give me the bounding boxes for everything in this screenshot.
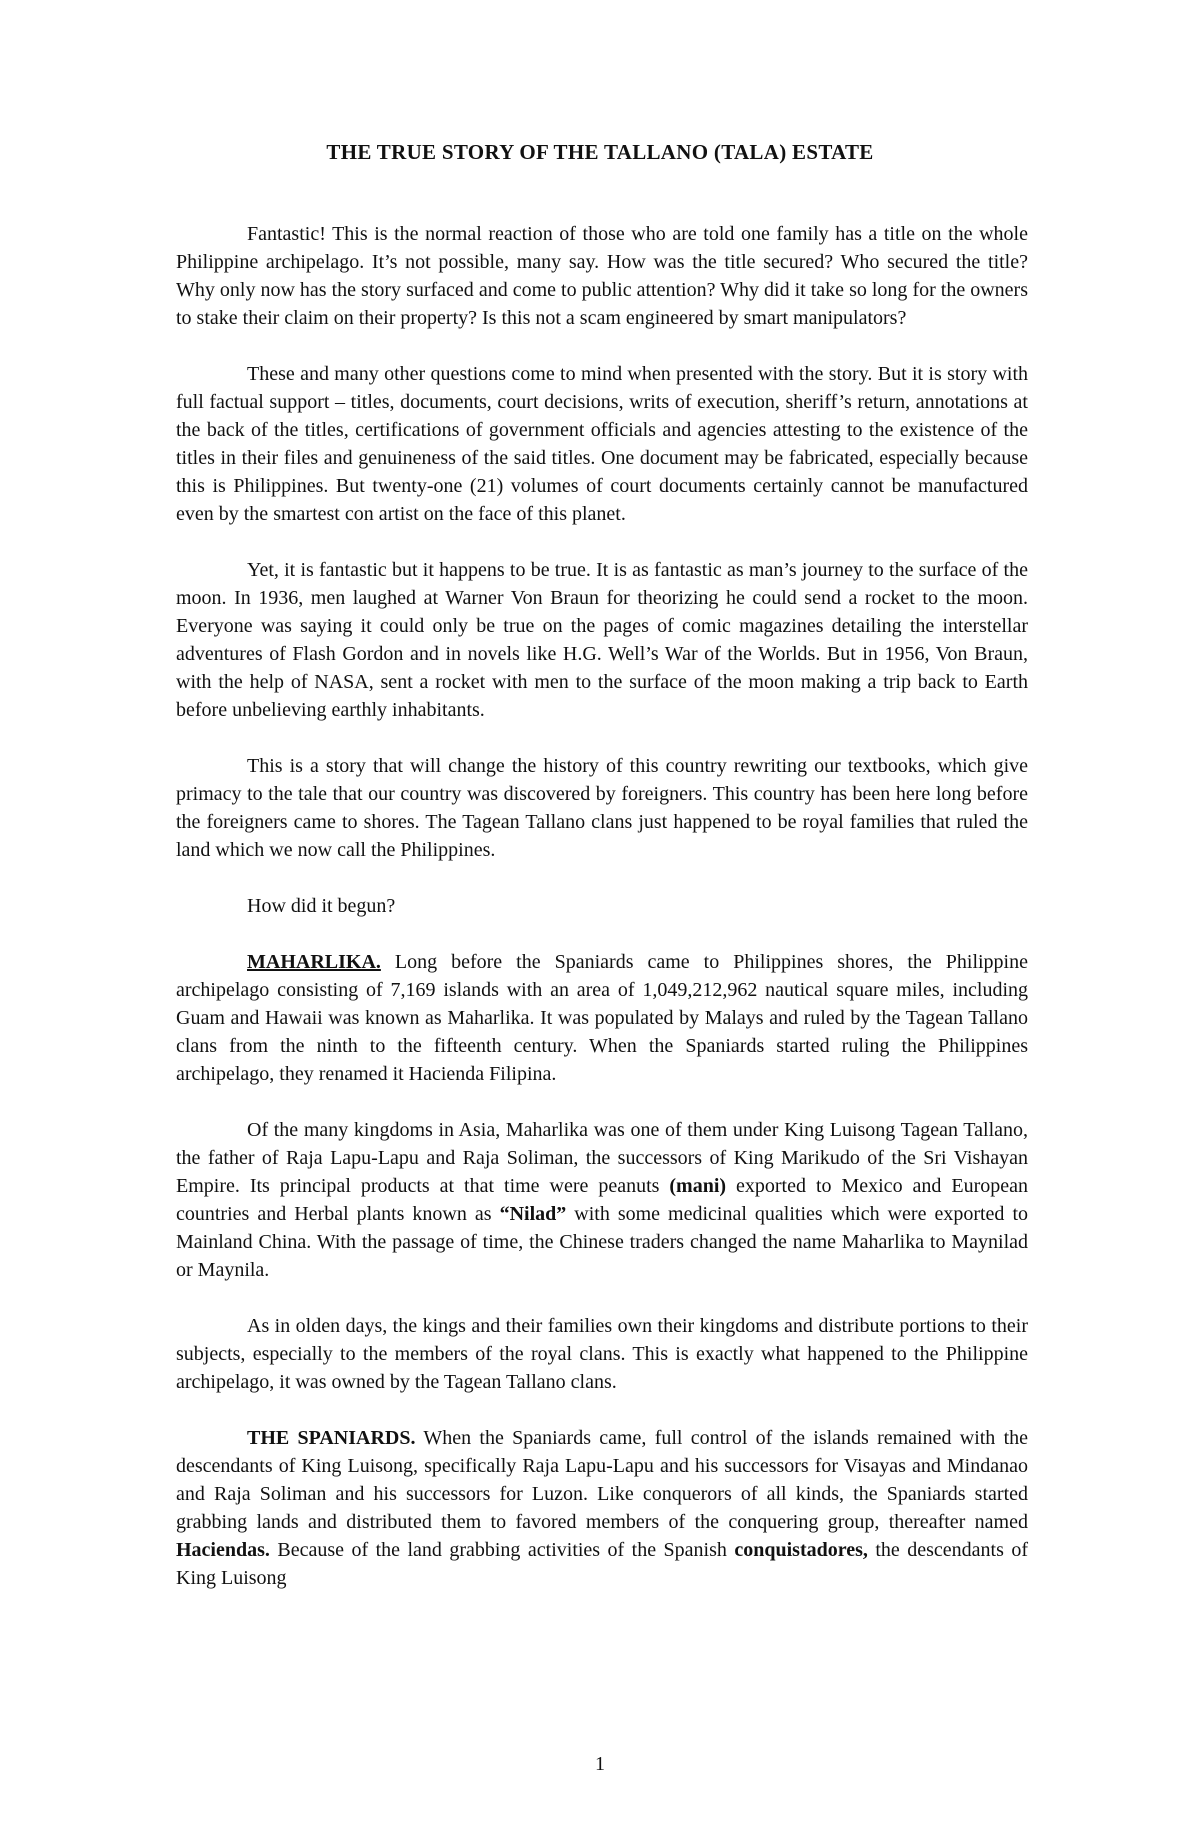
paragraph-text: How did it begun?	[247, 895, 396, 917]
paragraph-text: Of the many kingdoms in Asia, Maharlika was one of them under King Luisong Tagean Tallano, the father of Raja Lapu-Lapu and Raja Soliman, the successors of King Marikudo of the Sri Vishayan Empire. Its principal products at that time were peanuts	[176, 1119, 1028, 1197]
paragraph-questions	[176, 360, 1028, 528]
paragraph-text: the descendants of King Luisong	[176, 1539, 1028, 1589]
section-heading-spaniards: THE SPANIARDS.	[247, 1427, 416, 1449]
paragraph-text: As in olden days, the kings and their families own their kingdoms and distribute portions to their subjects, especially to the members of the royal clans. This is exactly what happened to the Philippine archipelago, it was owned by the Tagean Tallano clans.	[176, 1315, 1028, 1393]
paragraph-text: Because of the land grabbing activities of the Spanish	[269, 1539, 735, 1561]
paragraph-maharlika	[176, 948, 1028, 1088]
paragraph-fantastic	[176, 220, 1028, 332]
emphasis-conquistadores: conquistadores,	[734, 1539, 868, 1561]
paragraph-text: with some medicinal qualities which were exported to Mainland China. With the passage of time, the Chinese traders changed the name Maharlika to Maynilad or Maynila.	[176, 1203, 1029, 1281]
emphasis-haciendas: Haciendas.	[176, 1539, 270, 1561]
paragraph-text: Long before the Spaniards came to Philippines shores, the Philippine archipelago consisting of 7,169 islands with an area of 1,049,212,962 nautical square miles, including Guam and Hawaii was known as Maharlika. It was populated by Malays and ruled by the Tagean Tallano clans from the ninth to the fifteenth century. When the Spaniards started ruling the Philippines archipelago, they renamed it Hacienda Filipina.	[176, 951, 1028, 1085]
paragraph-text: Fantastic! This is the normal reaction of those who are told one family has a title on the whole Philippine archipelago. It’s not possible, many say. How was the title secured? Who secured the title? Why only now has the story surfaced and come to public attention? Why did it take so long for the owners to stake their claim on their property? Is this not a scam engineered by smart manipulators?	[176, 223, 1028, 329]
emphasis-mani: (mani)	[669, 1175, 727, 1197]
paragraph-text: Yet, it is fantastic but it happens to be true. It is as fantastic as man’s journey to the surface of the moon. In 1936, men laughed at Warner Von Braun for theorizing he could send a rocket to the moon. Everyone was saying it could only be true on the pages of comic magazines detailing the interstellar adventures of Flash Gordon and in novels like H.G. Well’s War of the Worlds. But in 1956, Von Braun, with the help of NASA, sent a rocket with men to the surface of the moon making a trip back to Earth before unbelieving earthly inhabitants.	[176, 559, 1028, 721]
emphasis-nilad: “Nilad”	[499, 1203, 567, 1225]
paragraph-text: exported to Mexico and European countries and Herbal plants known as	[176, 1175, 1028, 1225]
paragraph-history-change	[176, 752, 1028, 864]
paragraph-text: This is a story that will change the history of this country rewriting our textbooks, which give primacy to the tale that our country was discovered by foreigners. This country has been here long before the foreigners came to shores. The Tagean Tallano clans just happened to be royal families that ruled the land which we now call the Philippines.	[176, 755, 1028, 861]
paragraph-text: These and many other questions come to mind when presented with the story. But it is story with full factual support – titles, documents, court decisions, writs of execution, sheriff’s return, annotations at the back of the titles, certifications of government officials and agencies attesting to the existence of the titles in their files and genuineness of the said titles. One document may be fabricated, especially because this is Philippines. But twenty-one (21) volumes of court documents certainly cannot be manufactured even by the smartest con artist on the face of this planet.	[176, 363, 1028, 525]
paragraph-how-begun	[176, 892, 1028, 920]
paragraph-kingdoms	[176, 1116, 1028, 1284]
page-number: 1	[595, 1753, 605, 1775]
document-body	[176, 220, 1028, 1620]
document-title: THE TRUE STORY OF THE TALLANO (TALA) ESTATE	[326, 140, 874, 164]
paragraph-spaniards	[176, 1424, 1028, 1592]
paragraph-text: When the Spaniards came, full control of the islands remained with the descendants of King Luisong, specifically Raja Lapu-Lapu and his successors for Visayas and Mindanao and Raja Soliman and his successors for Luzon. Like conquerors of all kinds, the Spaniards started grabbing lands and distributed them to favored members of the conquering group, thereafter named	[176, 1427, 1029, 1533]
paragraph-olden-days	[176, 1312, 1028, 1396]
paragraph-moon-comparison	[176, 556, 1028, 724]
section-heading-maharlika: MAHARLIKA.	[247, 951, 381, 973]
